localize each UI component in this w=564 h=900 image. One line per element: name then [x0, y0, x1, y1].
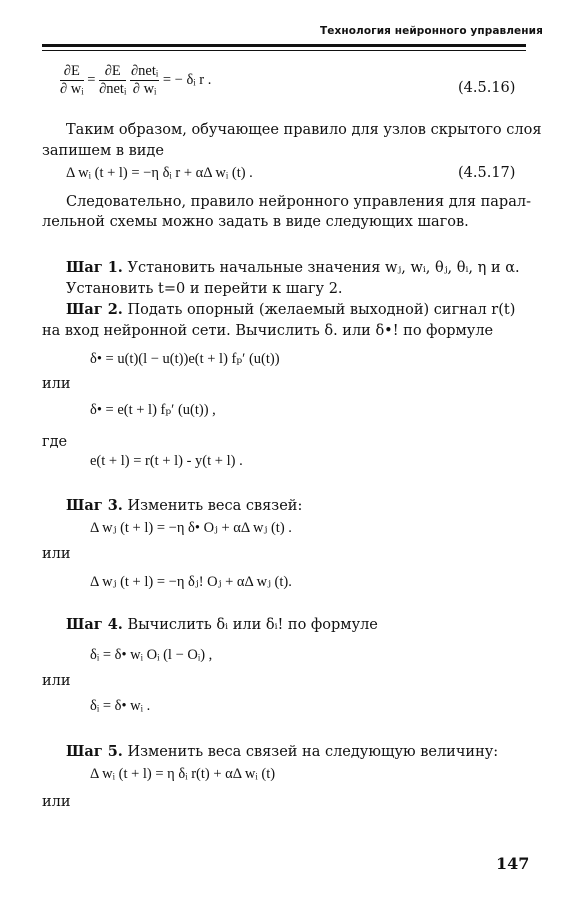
fraction-dnet-dw [130, 63, 159, 98]
fraction-dE-dw [60, 63, 84, 98]
paragraph-line: на вход нейронной сети. Вычислить δ. или δ•! по формуле [42, 323, 494, 339]
formula-delta-hidden: δᵢ = δ• wᵢ Oᵢ (l − Oᵢ) , [90, 647, 213, 663]
equation-tail: = − δᵢ r . [162, 71, 212, 88]
step-label: Шаг 5. [66, 743, 123, 760]
formula-error: e(t + l) = r(t + l) - y(t + l) . [90, 453, 243, 469]
word-ili: или [42, 546, 71, 562]
fraction-numerator: ∂E [60, 63, 84, 81]
step-text: Подать опорный (желаемый выходной) сигнал r(t) [122, 302, 516, 318]
equation-4-5-17: Δ wᵢ (t + l) = −η δᵢ r + αΔ wᵢ (t) . [66, 165, 253, 181]
equation-number: (4.5.16) [458, 80, 516, 96]
formula-weight-update-j: Δ wⱼ (t + l) = −η δ• Oⱼ + αΔ wⱼ (t) . [90, 520, 292, 536]
step-label: Шаг 1. [66, 259, 123, 276]
formula-weight-update-j-alt: Δ wⱼ (t + l) = −η δⱼ! Oⱼ + αΔ wⱼ (t). [90, 574, 292, 590]
header-rule-thin [42, 50, 526, 51]
step-5-line [66, 742, 498, 762]
step-text: Установить начальные значения wⱼ, wᵢ, θⱼ, θᵢ, η и α. [122, 260, 520, 276]
equation-number: (4.5.17) [458, 165, 516, 181]
step-4-line [66, 615, 378, 635]
page-number: 147 [496, 854, 530, 873]
paragraph-line: лельной схемы можно задать в виде следующих шагов. [42, 214, 469, 230]
step-text: Вычислить δᵢ или δᵢ! по формуле [122, 617, 378, 633]
equation-4-5-16: $\frac{\partial E}{\text{∂ wᵢ}}$ = $\frac{\partial E}{\text{∂netᵢ}}$ $\frac{\text{∂netᵢ}}{\text{∂ wᵢ}}$ = − δᵢ r . [60, 63, 212, 97]
paragraph-line: Следовательно, правило нейронного управления для парал- [66, 194, 531, 210]
fraction-denominator: ∂netᵢ [99, 81, 127, 97]
step-1-line [66, 258, 520, 278]
step-label: Шаг 2. [66, 301, 123, 318]
step-text: Изменить веса связей на следующую величину: [122, 744, 499, 760]
step-2-line [66, 300, 515, 320]
formula-delta-output-alt: δ• = e(t + l) fₚ′ (u(t)) , [90, 402, 216, 418]
step-3-line [66, 496, 302, 516]
formula-delta-output: δ• = u(t)(l − u(t))e(t + l) fₚ′ (u(t)) [90, 351, 280, 367]
fraction-numerator: ∂E [99, 63, 126, 81]
formula-weight-update-i: Δ wᵢ (t + l) = η δᵢ r(t) + αΔ wᵢ (t) [90, 766, 276, 782]
word-ili: или [42, 794, 71, 810]
step-label: Шаг 4. [66, 616, 123, 633]
fraction-numerator: ∂netᵢ [130, 63, 159, 79]
fraction-denominator: ∂ wᵢ [60, 81, 84, 97]
paragraph-line: запишем в виде [42, 143, 164, 159]
word-ili: или [42, 673, 71, 689]
step-text: Изменить веса связей: [122, 498, 303, 514]
fraction-dE-dnet [99, 63, 126, 98]
running-header: Технология нейронного управления [320, 25, 543, 37]
paragraph-line: Таким образом, обучающее правило для узлов скрытого слоя [66, 122, 542, 138]
word-gde: где [42, 434, 68, 450]
paragraph-line: Установить t=0 и перейти к шагу 2. [66, 281, 343, 297]
formula-delta-hidden-alt: δᵢ = δ• wᵢ . [90, 698, 151, 714]
header-rule-thick [42, 44, 526, 47]
fraction-denominator: ∂ wᵢ [132, 81, 157, 97]
step-label: Шаг 3. [66, 497, 123, 514]
word-ili: или [42, 376, 71, 392]
